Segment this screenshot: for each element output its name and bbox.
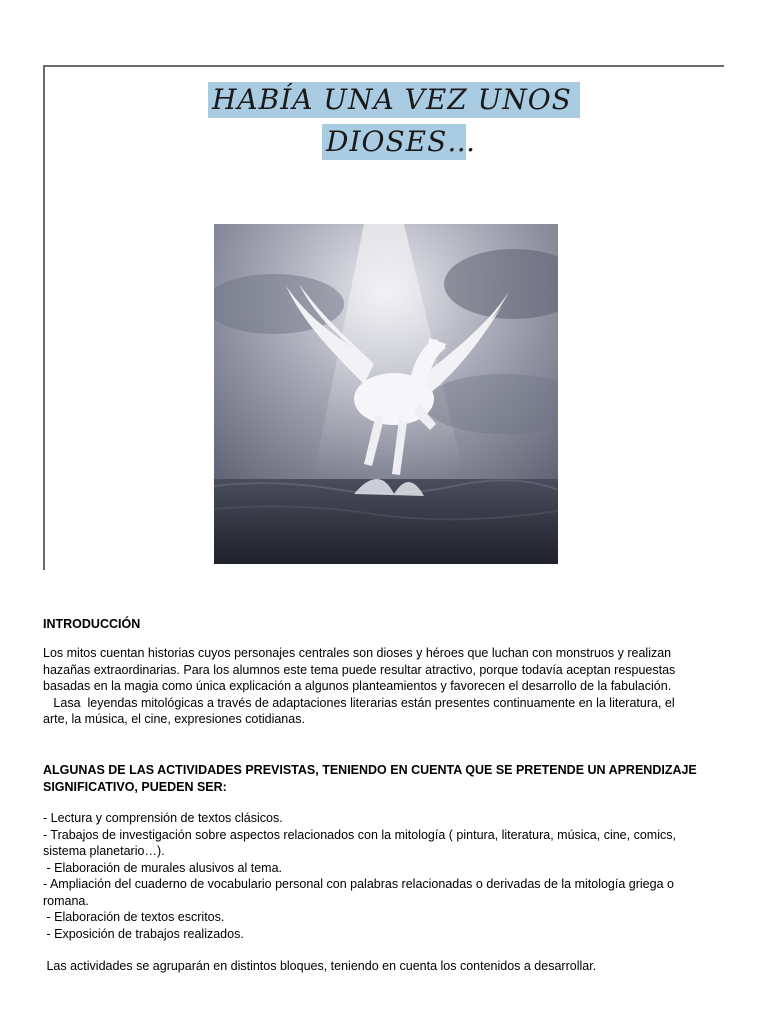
title-line-2: DIOSES…: [322, 124, 466, 160]
activities-heading-line: SIGNIFICATIVO, PUEDEN SER:: [43, 779, 227, 794]
activity-item: - Exposición de trabajos realizados.: [43, 926, 244, 941]
intro-section: [43, 616, 713, 633]
intro-line: hazañas extraordinarias. Para los alumnos este tema puede resultar atractivo, porque todavía aceptan respuestas: [43, 662, 676, 677]
activity-item: - Elaboración de murales alusivos al tema.: [43, 860, 283, 875]
pegasus-illustration: [214, 224, 558, 564]
intro-paragraph: [43, 645, 713, 728]
intro-line: basadas en la magia como única explicación a algunos planteamientos y favorecen el desarrollo de la fabulación.: [43, 679, 672, 693]
activities-list: [43, 810, 713, 942]
activity-item: romana.: [43, 893, 89, 908]
activities-heading-line: ALGUNAS DE LAS ACTIVIDADES PREVISTAS, TENIENDO EN CUENTA QUE SE PRETENDE UN APRENDIZAJE: [43, 763, 697, 777]
activity-item: sistema planetario…).: [43, 844, 165, 858]
intro-line: Lasa leyendas mitológicas a través de adaptaciones literarias están presentes continuamente en la literatura, el: [43, 695, 675, 710]
activity-item: - Ampliación del cuaderno de vocabulario personal con palabras relacionadas o derivadas de la mitología griega o: [43, 877, 674, 891]
activity-item: - Trabajos de investigación sobre aspectos relacionados con la mitología ( pintura, literatura, música, cine, comics,: [43, 827, 676, 842]
activity-item: - Elaboración de textos escritos.: [43, 910, 225, 924]
pegasus-icon: [214, 224, 558, 564]
intro-line: Los mitos cuentan historias cuyos personajes centrales son dioses y héroes que luchan con monstruos y realizan: [43, 646, 672, 660]
activity-item: - Lectura y comprensión de textos clásicos.: [43, 811, 283, 825]
intro-heading: INTRODUCCIÓN: [43, 617, 141, 631]
activities-heading: [43, 762, 713, 795]
closing-paragraph: [43, 958, 713, 975]
closing-line: Las actividades se agruparán en distintos bloques, teniendo en cuenta los contenidos a desarrollar.: [43, 959, 597, 973]
frame-left-border: [43, 65, 45, 570]
title-line-1: HABÍA UNA VEZ UNOS: [208, 82, 580, 118]
intro-line: arte, la música, el cine, expresiones cotidianas.: [43, 712, 305, 726]
frame-top-border: [43, 65, 724, 67]
